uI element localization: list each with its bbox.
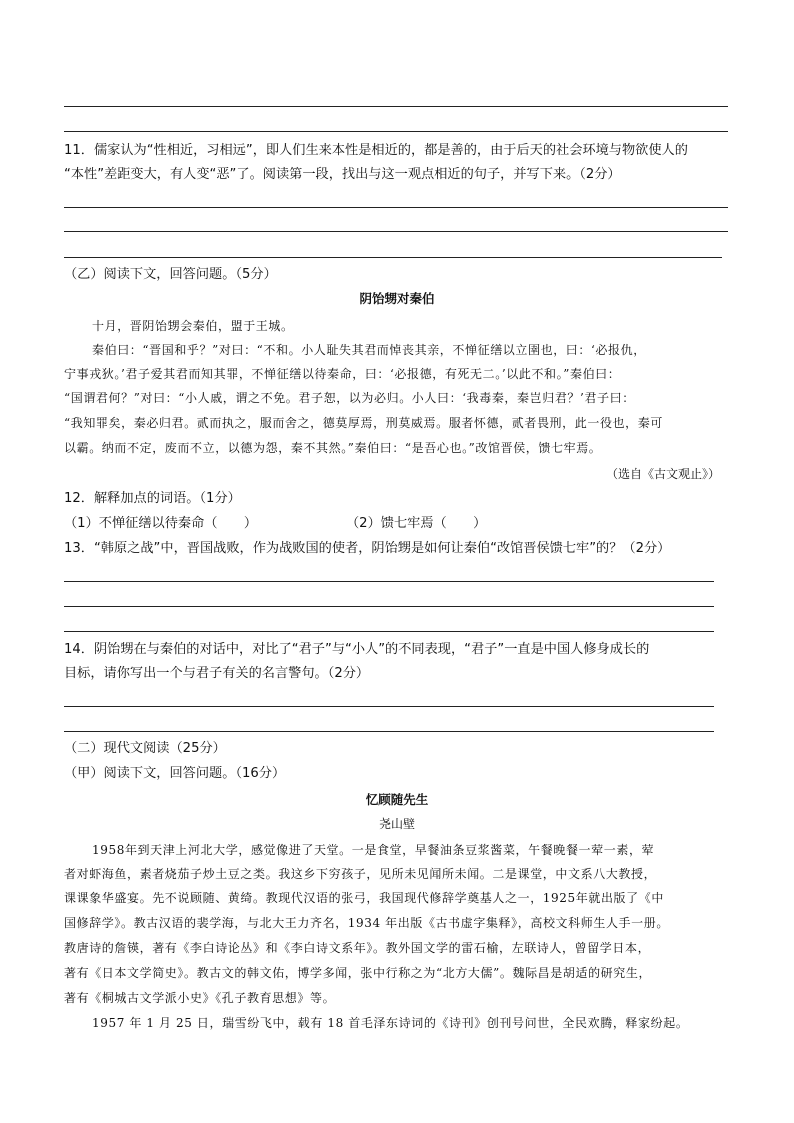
classical-paragraph-2-line2: 宁事戎狄。’君子爱其君而知其罪，不惮征缮以待秦命，曰：‘必报德，有死无二。’以此不和。”秦伯曰： <box>64 367 621 381</box>
passage-author: 尧山壁 <box>378 817 415 831</box>
question-14-text-line2: 目标，请你写出一个与君子有关的名言警句。（2分） <box>64 666 370 681</box>
modern-paragraph-1-line6: 著有《日本文学简史》。教古文的韩文佑，博学多闻，张中行称之为“北方大儒”。魏际昌是胡适的研究生， <box>64 966 652 980</box>
question-12-text: 12．解释加点的词语。（1分） <box>64 491 241 506</box>
modern-paragraph-1-line5: 教唐诗的詹锳，著有《李白诗论丛》和《李白诗文系年》。教外国文学的雷石榆，左联诗人，曾留学日本， <box>64 941 651 955</box>
question-12-item-2: （2）馈七牢焉（ ） <box>346 516 487 531</box>
classical-paragraph-2-line1: 秦伯曰：“晋国和乎？”对曰：“不和。小人耻失其君而悼丧其亲，不惮征缮以立圉也，曰：‘必报仇， <box>92 343 646 357</box>
answer-line-q13[interactable] <box>64 581 714 582</box>
answer-line-q11[interactable] <box>64 231 728 232</box>
modern-paragraph-1-line7: 著有《桐城古文学派小史》《孔子教育思想》等。 <box>64 991 336 1005</box>
answer-line-q14[interactable] <box>64 731 714 732</box>
question-11-text-line2: “本性”差距变大，有人变“恶”了。阅读第一段，找出与这一观点相近的句子，并写下来。（2分） <box>64 167 621 182</box>
modern-paragraph-1-line2: 者对虾海鱼，素者烧茄子炒土豆之类。我这乡下穷孩子，见所未见闻所未闻。二是课堂，中文系八大教授， <box>64 867 657 881</box>
section-jia-header: （甲）阅读下文，回答问题。（16分） <box>64 766 286 781</box>
classical-paragraph-2-line4: “我知罪矣，秦必归君。贰而执之，服而舍之，德莫厚焉，刑莫威焉。服者怀德，贰者畏刑，此一役也，秦可 <box>64 416 663 430</box>
answer-line-q13[interactable] <box>64 606 714 607</box>
answer-line-q14[interactable] <box>64 706 714 707</box>
answer-line-q11[interactable] <box>64 207 728 208</box>
answer-line[interactable] <box>64 106 728 107</box>
section-yi-header: （乙）阅读下文，回答问题。（5分） <box>64 267 277 282</box>
passage-source: （选自《古文观止》） <box>606 467 721 481</box>
answer-line-q11[interactable] <box>64 257 722 258</box>
modern-paragraph-1-line1: 1958年到天津上河北大学，感觉像进了天堂。一是食堂，早餐油条豆浆酱菜，午餐晚餐一荤一素，荤 <box>92 843 655 857</box>
answer-line-q13[interactable] <box>64 631 714 632</box>
modern-paragraph-1-line3: 课课象华盛宴。先不说顾随、黄绮。教现代汉语的张弓，我国现代修辞学奠基人之一，1925年就出版了《中 <box>64 891 664 905</box>
question-13-text: 13．“韩原之战”中，晋国战败，作为战败国的使者，阴饴甥是如何让秦伯“改馆晋侯馈七牢”的？（2分） <box>64 541 671 556</box>
classical-paragraph-2-line5: 以霸。纳而不定，废而不立，以德为怨，秦不其然。”秦伯曰：“是吾心也。”改馆晋侯，馈七牢焉。 <box>64 441 602 455</box>
question-14-text-line1: 14．阴饴甥在与秦伯的对话中，对比了“君子”与“小人”的不同表现，“君子”一直是中国人修身成长的 <box>64 642 650 657</box>
classical-paragraph-2-line3: “国谓君何？”对曰：“小人戚，谓之不免。君子恕，以为必归。小人曰：‘我毒秦，秦岂归君？’君子曰： <box>64 391 635 405</box>
modern-reading-header: （二）现代文阅读（25分） <box>64 741 226 756</box>
modern-paragraph-2-line1: 1957 年 1 月 25 日，瑞雪纷飞中，载有 18 首毛泽东诗词的《诗刊》创刊号问世，全民欢腾，释家纷起。 <box>92 1016 689 1030</box>
modern-paragraph-1-line4: 国修辞学》。教古汉语的裴学海，与北大王力齐名，1934 年出版《古书虚字集释》，高校文科师生人手一册。 <box>64 916 669 930</box>
question-12-item-1: （1）不惮征缮以待秦命（ ） <box>64 516 258 531</box>
passage-title-yinyisheng: 阴饴甥对秦伯 <box>359 291 435 306</box>
question-11-text-line1: 11．儒家认为“性相近，习相远”，即人们生来本性是相近的，都是善的，由于后天的社会环境与物欲使人的 <box>64 143 688 158</box>
classical-paragraph-1: 十月，晋阴饴甥会秦伯，盟于王城。 <box>92 319 294 333</box>
passage-title-guxui: 忆顾随先生 <box>365 792 429 807</box>
answer-line[interactable] <box>64 131 728 132</box>
